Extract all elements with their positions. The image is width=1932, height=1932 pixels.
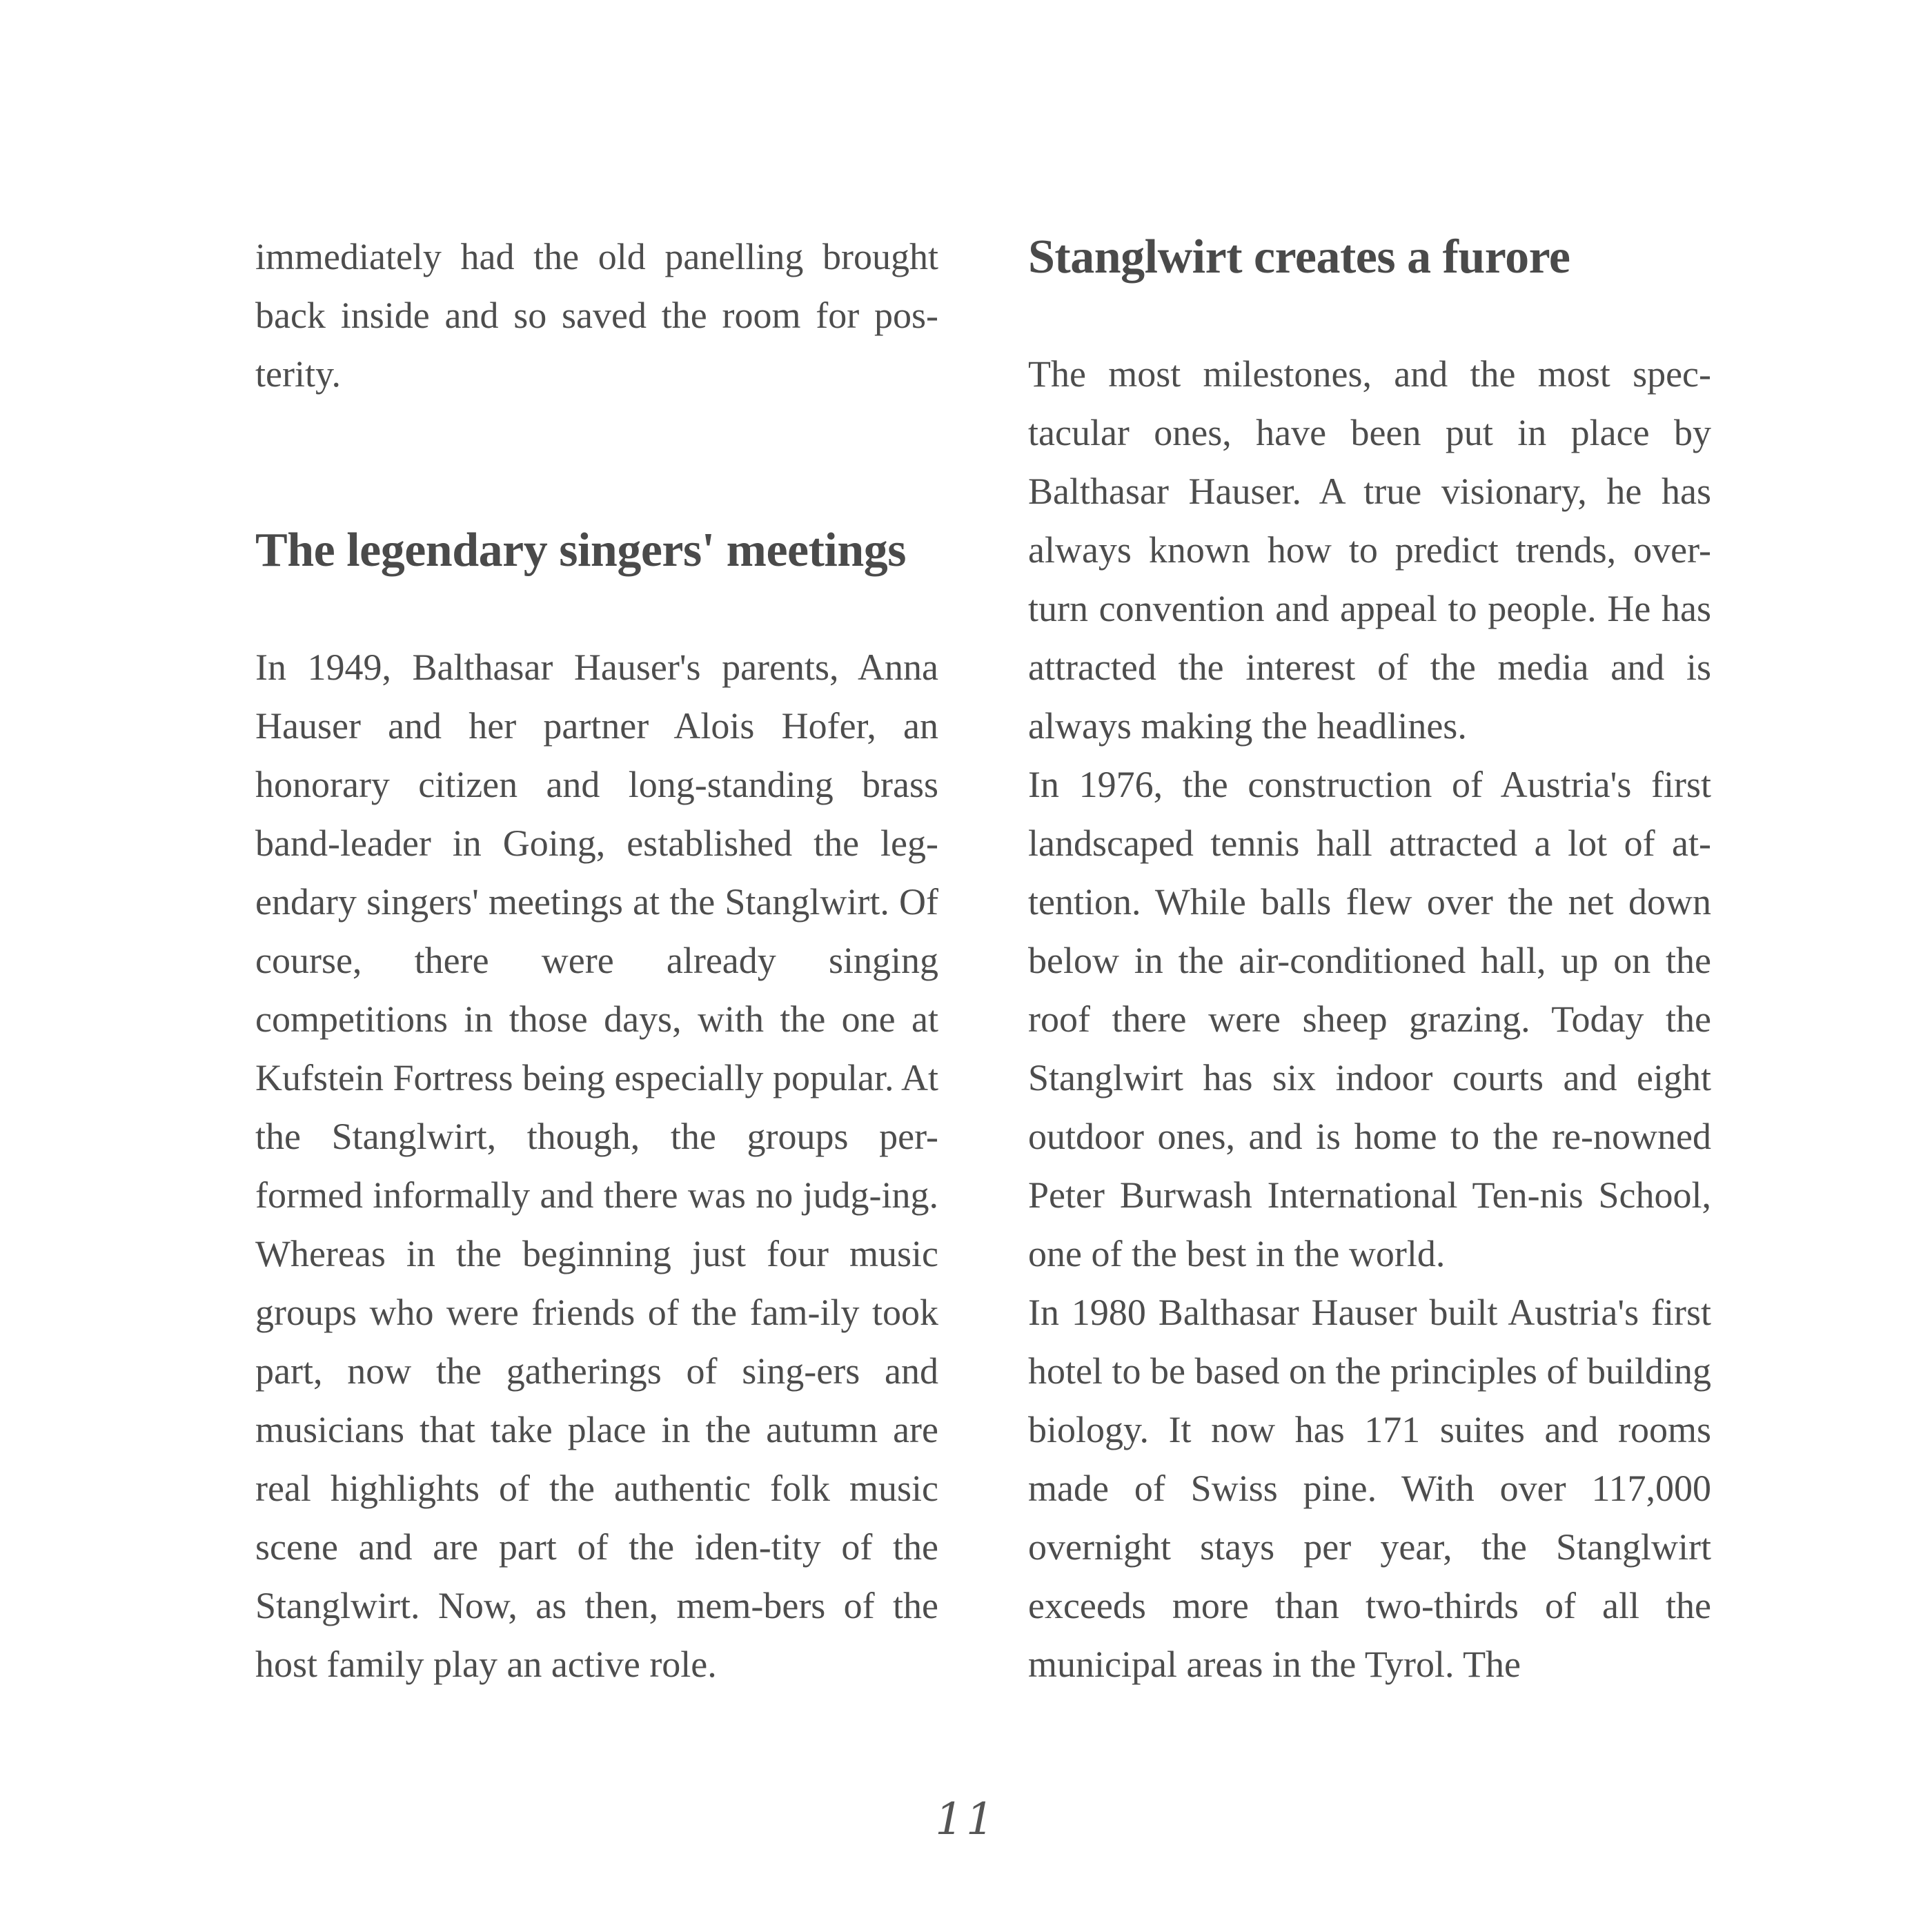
section-heading-furore: Stanglwirt creates a furore [1028,230,1570,284]
section-heading-singers-meetings: The legendary singers' meetings [255,524,907,577]
page-number: 11 [935,1794,997,1845]
right-column [1028,228,1711,1694]
building-biology-paragraph: In 1980 Balthasar Hauser built Austria's first hotel to be based on the principles of building biology. It now has 171 suites and rooms made of Swiss pine. With over 117,000 overnight stays per year, the Stanglwirt exceeds more than two-thirds of all the municipal areas in the Tyrol. The [1028,1292,1711,1685]
intro-paragraph: immediately had the old panelling brought back inside and so saved the room for pos-terity. [255,236,938,395]
left-column [255,228,938,1694]
tennis-hall-paragraph: In 1976, the construction of Austria's first landscaped tennis hall attracted a lot of at-tention. While balls flew over the net down below in the air-conditioned hall, up on the roof there were sheep grazing. Today the Stanglwirt has six indoor courts and eight outdoor ones, and is home to the re-nowned Peter Burwash International Ten-nis School, one of the best in the world. [1028,764,1711,1274]
milestones-paragraph: The most milestones, and the most spec-tacular ones, have been put in place by Balthasar Hauser. A true visionary, he has always known how to predict trends, over-turn convention and appeal to people. He has attracted the interest of the media and is always making the headlines. [1028,353,1711,747]
singers-meetings-paragraph: In 1949, Balthasar Hauser's parents, Anna Hauser and her partner Alois Hofer, an honorary citizen and long-standing brass band-leader in Going, established the leg-endary singers' meetings at the Stanglwirt. Of course, there were already singing competitions in those days, with the one at Kufstein Fortress being especially popular. At the Stanglwirt, though, the groups per-formed informally and there was no judg-ing. Whereas in the beginning just four music groups who were friends of the fam-ily took part, now the gatherings of sing-ers and musicians that take place in the autumn are real highlights of the authentic folk music scene and are part of the iden-tity of the Stanglwirt. Now, as then, mem-bers of the host family play an active role. [255,647,938,1685]
